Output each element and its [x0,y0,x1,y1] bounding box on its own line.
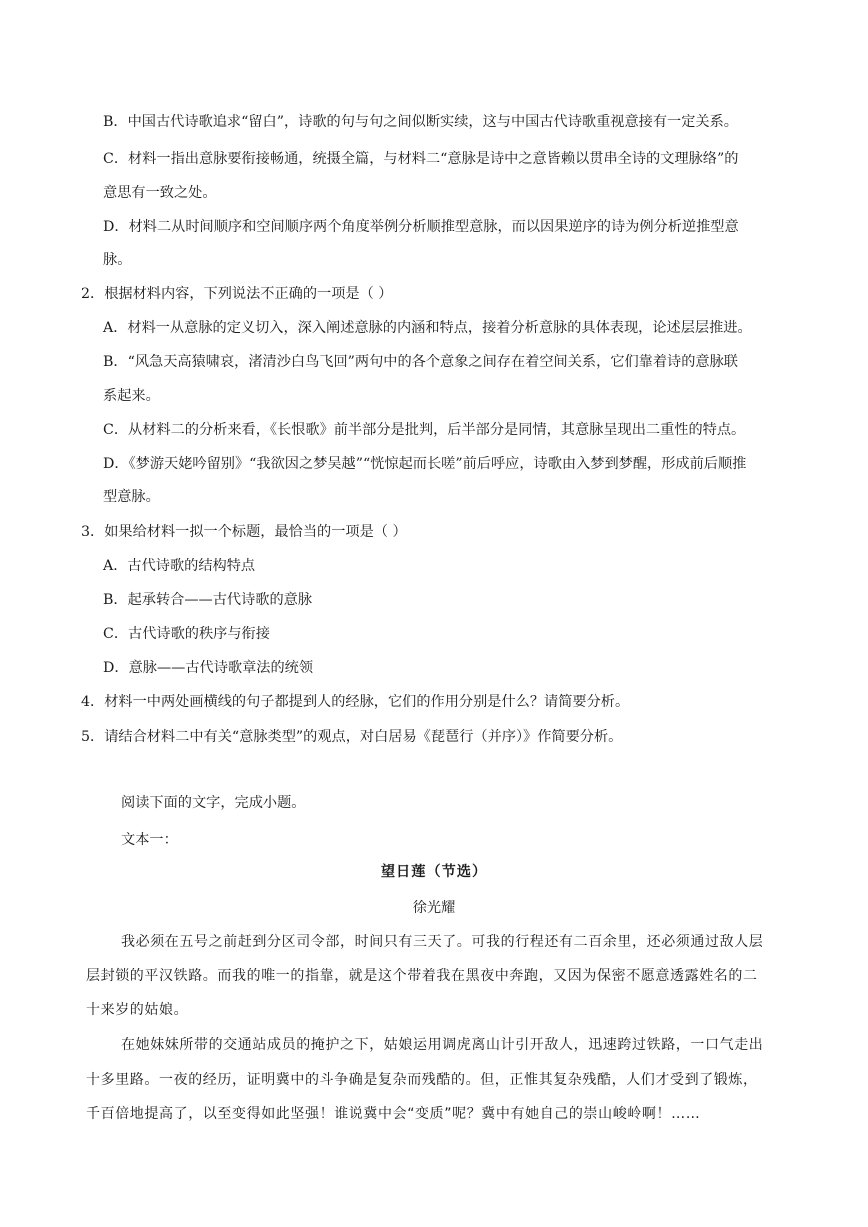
story-paragraph-1-line-1: 我必须在五号之前赶到分区司令部，时间只有三天了。可我的行程还有二百余里，还必须通过敌人层 [121,934,764,950]
q3-option-c: C．古代诗歌的秩序与衔接 [103,626,270,642]
story-paragraph-1-line-3: 十来岁的姑娘。 [86,1002,189,1018]
q3-option-d: D．意脉——古代诗歌章法的统领 [103,660,314,676]
q1-option-d: D．材料二从时间顺序和空间顺序两个角度举例分析顺推型意脉，而以因果逆序的诗为例分析逆推型意 [103,219,739,235]
q2-option-a: A．材料一从意脉的定义切入，深入阐述意脉的内涵和特点，接着分析意脉的具体表现，论述层层推进。 [103,320,752,336]
question-3: 3．如果给材料一拟一个标题，最恰当的一项是（ ） [81,524,407,540]
story-paragraph-2-line-3: 千百倍地提高了，以至变得如此坚强！谁说冀中会“变质”呢？冀中有她自己的崇山峻岭啊！…… [86,1106,701,1122]
story-title: 望日莲（节选） [380,864,488,880]
text-one-label: 文本一： [121,832,178,848]
reading-instruction: 阅读下面的文字，完成小题。 [121,795,306,811]
q1-option-c: C．材料一指出意脉要衔接畅通，统摄全篇，与材料二“意脉是诗中之意皆赖以贯串全诗的文理脉络”的 [103,151,739,167]
q2-option-d-continued: 型意脉。 [103,489,160,505]
q2-option-b: B．“风急天高猿啸哀，渚清沙白鸟飞回”两句中的各个意象之间存在着空间关系，它们靠着诗的意脉联 [103,354,738,370]
story-paragraph-2-line-2: 十多里路。一夜的经历，证明冀中的斗争确是复杂而残酷的。但，正惟其复杂残酷，人们才受到了锻炼， [86,1072,758,1088]
question-2: 2．根据材料内容，下列说法不正确的一项是（ ） [81,286,393,302]
story-author: 徐光耀 [412,900,456,916]
q3-option-a: A．古代诗歌的结构特点 [103,558,256,574]
q1-option-c-continued: 意思有一致之处。 [103,185,217,201]
q2-option-b-continued: 系起来。 [103,388,160,404]
question-4: 4．材料一中两处画横线的句子都提到人的经脉，它们的作用分别是什么？请简要分析。 [81,694,630,710]
q2-option-c: C．从材料二的分析来看，《长恨歌》前半部分是批判，后半部分是同情，其意脉呈现出二重性的特点。 [103,422,746,438]
story-paragraph-1-line-2: 层封锁的平汉铁路。而我的唯一的指靠，就是这个带着我在黑夜中奔跑，又因为保密不愿意透露姓名的二 [86,968,758,984]
q1-option-d-continued: 脉。 [103,252,132,268]
question-5: 5．请结合材料二中有关“意脉类型”的观点，对白居易《琵琶行（并序）》作简要分析。 [81,729,623,745]
q1-option-b: B．中国古代诗歌追求“留白”，诗歌的句与句之间似断实续，这与中国古代诗歌重视意接有一定关系。 [103,114,738,130]
story-paragraph-2-line-1: 在她妹妹所带的交通站成员的掩护之下，姑娘运用调虎离山计引开敌人，迅速跨过铁路，一口气走出 [121,1037,764,1053]
q2-option-d: D．《梦游天姥吟留别》“我欲因之梦吴越”“恍惊起而长嗟”前后呼应，诗歌由入梦到梦醒，形成前后顺推 [103,456,747,472]
q3-option-b: B．起承转合——古代诗歌的意脉 [103,592,313,608]
